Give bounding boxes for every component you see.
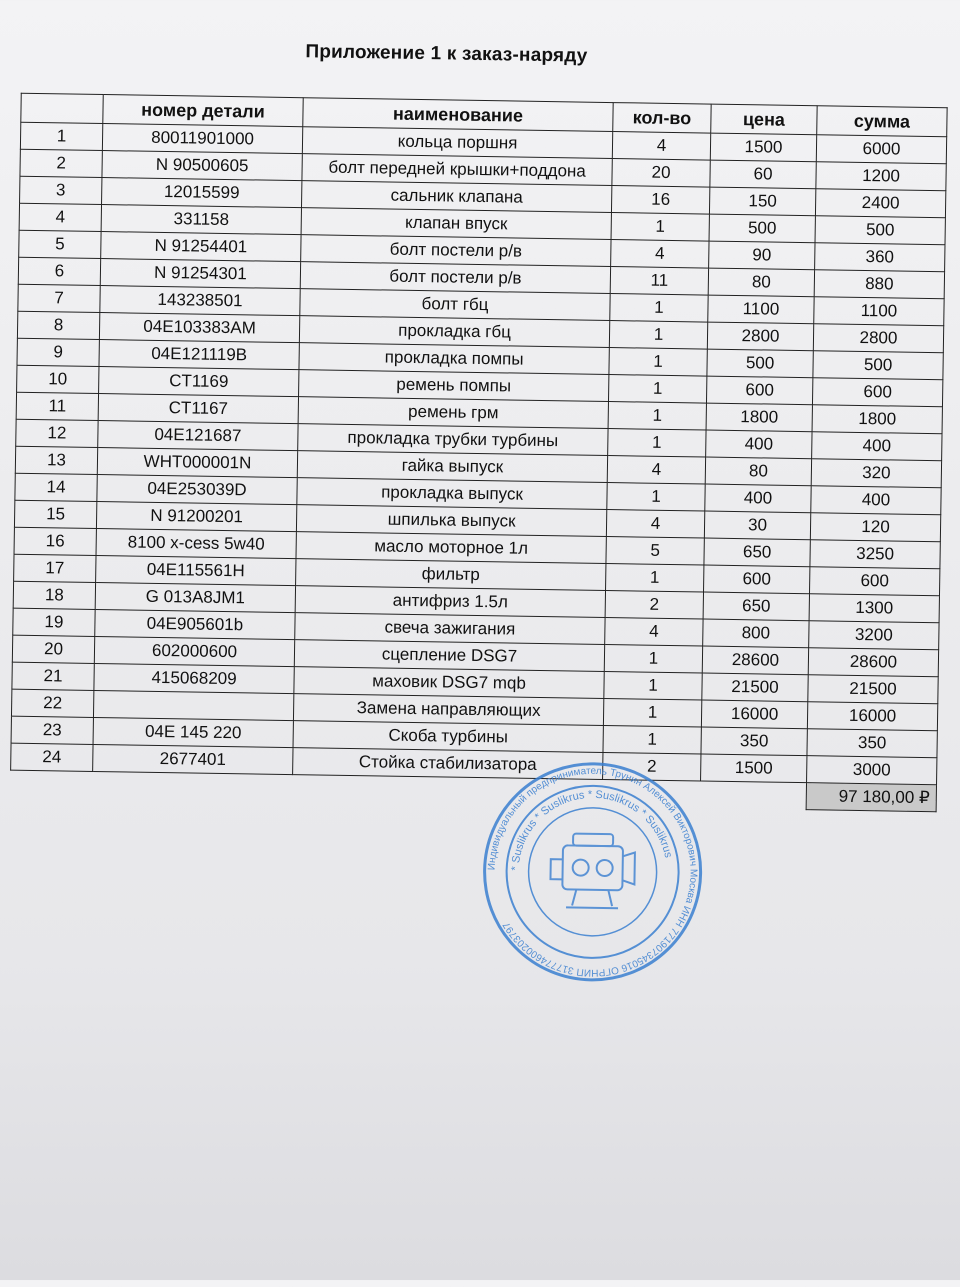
sum-cell: 400: [811, 486, 941, 515]
quantity-cell: 1: [609, 348, 707, 377]
part-number-cell: 80011901000: [102, 124, 302, 154]
part-name-cell: болт постели р/в: [301, 235, 611, 267]
sum-cell: 1300: [809, 594, 939, 623]
price-cell: 1500: [710, 133, 816, 162]
sum-cell: 500: [813, 351, 943, 380]
quantity-cell: 1: [608, 402, 706, 431]
quantity-cell: 1: [606, 563, 704, 592]
price-cell: 150: [709, 187, 815, 216]
row-index-cell: 12: [16, 419, 98, 447]
part-number-cell: CT1167: [98, 394, 298, 424]
quantity-cell: 4: [607, 456, 705, 485]
row-index-cell: 2: [20, 149, 102, 177]
row-index-cell: 18: [13, 581, 95, 609]
row-index-cell: 3: [20, 176, 102, 204]
price-cell: 1100: [708, 295, 814, 324]
sum-cell: 21500: [808, 675, 938, 704]
part-number-cell: 04E905601b: [95, 609, 295, 639]
part-name-cell: ремень грм: [298, 397, 608, 429]
sum-cell: 880: [814, 270, 944, 299]
sum-cell: 1200: [816, 162, 946, 191]
sum-cell: 1100: [814, 297, 944, 326]
row-index-cell: 15: [14, 500, 96, 528]
sum-cell: 500: [815, 216, 945, 245]
part-name-cell: прокладка выпуск: [297, 478, 607, 510]
part-number-cell: N 91254301: [100, 259, 300, 289]
price-cell: 500: [707, 349, 813, 378]
price-cell: 28600: [702, 646, 808, 675]
sum-cell: 3000: [807, 756, 937, 785]
parts-table: [10, 93, 948, 812]
row-index-cell: 24: [11, 743, 93, 771]
row-index-cell: 23: [11, 716, 93, 744]
price-cell: 80: [708, 268, 814, 297]
price-cell: 2800: [707, 322, 813, 351]
quantity-cell: 1: [603, 725, 701, 754]
part-name-cell: свеча зажигания: [295, 613, 605, 645]
row-index-cell: 21: [12, 662, 94, 690]
sum-cell: 3250: [810, 540, 940, 569]
part-name-cell: сцепление DSG7: [294, 640, 604, 672]
part-number-cell: 04E121119B: [99, 340, 299, 370]
row-index-cell: 4: [19, 203, 101, 231]
part-name-cell: Замена направляющих: [293, 694, 603, 726]
row-index-cell: 6: [18, 257, 100, 285]
quantity-cell: 1: [608, 375, 706, 404]
sum-cell: 2400: [815, 189, 945, 218]
quantity-cell: 1: [609, 321, 707, 350]
part-name-cell: ремень помпы: [299, 370, 609, 402]
price-cell: 16000: [701, 700, 807, 729]
sum-cell: 320: [811, 459, 941, 488]
row-index-cell: 13: [15, 446, 97, 474]
price-cell: 600: [704, 565, 810, 594]
quantity-cell: 4: [605, 617, 703, 646]
row-index-cell: 17: [14, 554, 96, 582]
quantity-cell: 4: [606, 510, 704, 539]
part-number-cell: 04E 145 220: [93, 717, 293, 747]
part-number-cell: 602000600: [94, 636, 294, 666]
quantity-cell: 1: [604, 644, 702, 673]
sum-cell: 1800: [812, 405, 942, 434]
sum-cell: 600: [812, 378, 942, 407]
part-name-cell: Скоба турбины: [293, 721, 603, 753]
quantity-cell: 1: [604, 671, 702, 700]
part-number-cell: 8100 x-cess 5w40: [96, 528, 296, 558]
sum-cell: 360: [815, 243, 945, 272]
quantity-cell: 4: [611, 240, 709, 269]
sum-cell: 6000: [816, 135, 946, 164]
sum-cell: 3200: [809, 621, 939, 650]
part-number-cell: WHT000001N: [97, 448, 297, 478]
price-cell: 600: [706, 376, 812, 405]
part-number-cell: 2677401: [93, 744, 293, 774]
stamp-brand-text: * Suslikrus * Suslikrus * Suslikrus * Suslikrus: [509, 788, 675, 871]
part-number-cell: 04E121687: [98, 421, 298, 451]
stamp-ring-text: Индивидуальный предприниматель Трунин Алексей Викторович Москва ИНН 771907345016 ОГРНИП 317774600203797: [486, 765, 699, 978]
part-name-cell: сальник клапана: [301, 181, 611, 213]
price-cell: 500: [709, 214, 815, 243]
part-number-cell: N 91254401: [101, 232, 301, 262]
sum-cell: 120: [810, 513, 940, 542]
row-index-cell: 11: [16, 392, 98, 420]
sum-cell: 16000: [807, 702, 937, 731]
price-cell: 650: [704, 538, 810, 567]
engine-icon: [550, 833, 635, 908]
quantity-cell: 4: [612, 132, 710, 161]
price-cell: 400: [705, 484, 811, 513]
part-name-cell: болт гбц: [300, 289, 610, 321]
row-index-cell: 14: [15, 473, 97, 501]
row-index-cell: 8: [17, 311, 99, 339]
part-name-cell: прокладка трубки турбины: [298, 424, 608, 456]
part-name-cell: Стойка стабилизатора: [293, 748, 603, 780]
header-index: [21, 93, 103, 123]
part-number-cell: 04E115561H: [96, 555, 296, 585]
document-title: Приложение 1 к заказ-наряду: [305, 41, 588, 67]
part-number-cell: 143238501: [100, 286, 300, 316]
part-number-cell: 12015599: [102, 178, 302, 208]
part-name-cell: клапан впуск: [301, 208, 611, 240]
row-index-cell: 22: [11, 689, 93, 717]
quantity-cell: 16: [611, 186, 709, 215]
part-name-cell: прокладка помпы: [299, 343, 609, 375]
part-number-cell: G 013A8JM1: [95, 582, 295, 612]
part-number-cell: N 91200201: [96, 501, 296, 531]
quantity-cell: 5: [606, 537, 704, 566]
price-cell: 60: [710, 160, 816, 189]
header-price: цена: [711, 104, 817, 135]
row-index-cell: 7: [18, 284, 100, 312]
quantity-cell: 1: [603, 698, 701, 727]
header-part-number: номер детали: [103, 95, 303, 127]
header-sum: сумма: [817, 106, 947, 137]
part-name-cell: прокладка гбц: [299, 316, 609, 348]
row-index-cell: 16: [14, 527, 96, 555]
part-name-cell: фильтр: [296, 559, 606, 591]
sum-cell: 350: [807, 729, 937, 758]
header-quantity: кол-во: [613, 103, 711, 134]
sum-cell: 2800: [813, 324, 943, 353]
price-cell: 30: [704, 511, 810, 540]
price-cell: 650: [703, 592, 809, 621]
quantity-cell: 2: [605, 590, 703, 619]
company-stamp: [479, 758, 706, 985]
part-number-cell: 04E253039D: [97, 474, 297, 504]
part-number-cell: CT1169: [99, 367, 299, 397]
part-name-cell: маховик DSG7 mqb: [294, 667, 604, 699]
sum-cell: 28600: [808, 648, 938, 677]
quantity-cell: 1: [611, 213, 709, 242]
part-name-cell: кольца поршня: [302, 127, 612, 159]
row-index-cell: 19: [13, 608, 95, 636]
quantity-cell: 20: [612, 159, 710, 188]
quantity-cell: 2: [603, 752, 701, 781]
sum-cell: 400: [812, 432, 942, 461]
header-name: наименование: [303, 98, 613, 132]
quantity-cell: 1: [610, 294, 708, 323]
part-name-cell: гайка выпуск: [297, 451, 607, 483]
part-number-cell: N 90500605: [102, 151, 302, 181]
price-cell: 21500: [702, 673, 808, 702]
price-cell: 350: [701, 727, 807, 756]
price-cell: 400: [706, 430, 812, 459]
total-amount: 97 180,00 ₽: [806, 783, 936, 812]
row-index-cell: 20: [12, 635, 94, 663]
row-index-cell: 9: [17, 338, 99, 366]
part-number-cell: [93, 690, 293, 720]
price-cell: 90: [709, 241, 815, 270]
row-index-cell: 10: [17, 365, 99, 393]
svg-text:* Suslikrus * Suslikrus * Susl: [510, 787, 676, 873]
part-name-cell: шпилька выпуск: [296, 505, 606, 537]
quantity-cell: 11: [610, 267, 708, 296]
row-index-cell: 1: [20, 122, 102, 150]
sum-cell: 600: [809, 567, 939, 596]
row-index-cell: 5: [19, 230, 101, 258]
quantity-cell: 1: [607, 483, 705, 512]
part-name-cell: болт постели р/в: [300, 262, 610, 294]
price-cell: 80: [705, 457, 811, 486]
part-number-cell: 331158: [101, 205, 301, 235]
part-number-cell: 04E103383AM: [99, 313, 299, 343]
price-cell: 1500: [701, 754, 807, 783]
price-cell: 800: [703, 619, 809, 648]
part-name-cell: антифриз 1.5л: [295, 586, 605, 618]
quantity-cell: 1: [608, 429, 706, 458]
part-name-cell: масло моторное 1л: [296, 532, 606, 564]
part-name-cell: болт передней крышки+поддона: [302, 154, 612, 186]
part-number-cell: 415068209: [94, 663, 294, 693]
price-cell: 1800: [706, 403, 812, 432]
